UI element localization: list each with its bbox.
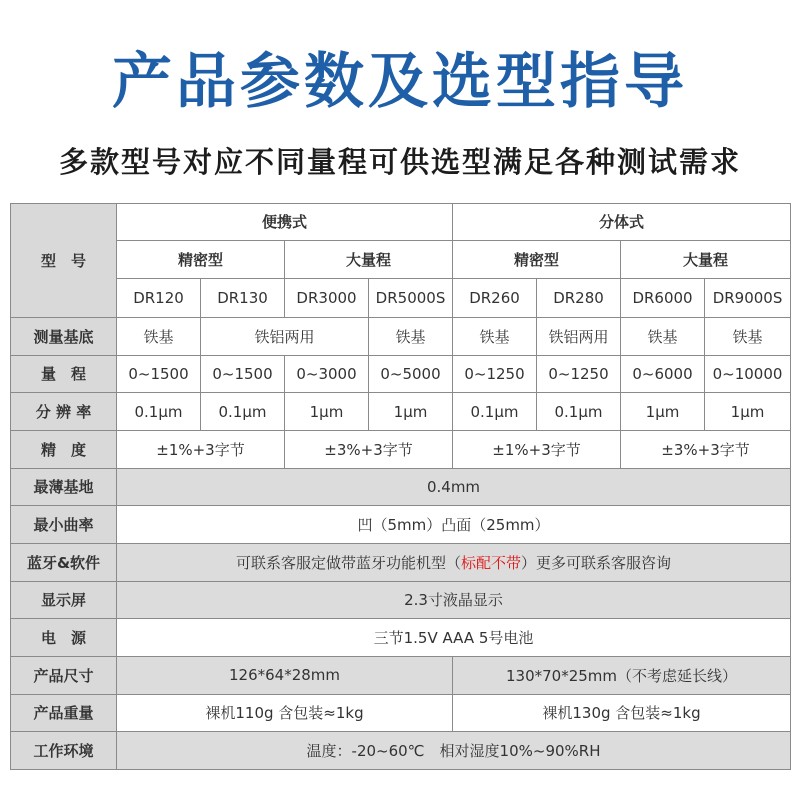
accuracy-portable-large: ±3%+3字节 (285, 430, 453, 468)
type-precision-portable: 精密型 (117, 240, 285, 279)
row-range (11, 355, 791, 393)
range-dr9000s: 0~10000 (705, 355, 791, 393)
range-dr130: 0~1500 (201, 355, 285, 393)
base-dr5000s: 铁基 (369, 317, 453, 355)
resolution-dr6000: 1μm (621, 393, 705, 431)
row-environment (11, 732, 791, 770)
category-split: 分体式 (453, 204, 791, 241)
accuracy-split-large: ±3%+3字节 (621, 430, 791, 468)
base-label: 测量基底 (11, 317, 117, 355)
base-dr130-dr3000: 铁铝两用 (201, 317, 369, 355)
bluetooth-highlight: 标配不带 (461, 553, 522, 572)
weight-split: 裸机130g 含包装≈1kg (453, 694, 791, 732)
page-title: 产品参数及选型指导 (112, 47, 688, 117)
type-precision-split: 精密型 (453, 240, 621, 279)
range-dr6000: 0~6000 (621, 355, 705, 393)
size-portable: 126*64*28mm (117, 656, 453, 694)
accuracy-label: 精 度 (11, 430, 117, 468)
min-base-value: 0.4mm (117, 468, 791, 506)
model-dr130: DR130 (201, 279, 285, 318)
model-dr280: DR280 (537, 279, 621, 318)
accuracy-split-precision: ±1%+3字节 (453, 430, 621, 468)
base-dr9000s: 铁基 (705, 317, 791, 355)
base-dr280: 铁铝两用 (537, 317, 621, 355)
spec-table (10, 203, 791, 770)
bluetooth-suffix: ）更多可联系客服咨询 (521, 553, 672, 572)
power-label: 电 源 (11, 619, 117, 657)
row-min-base (11, 468, 791, 506)
row-base (11, 317, 791, 355)
row-bluetooth (11, 543, 791, 581)
environment-value: 温度：-20~60℃ 相对湿度10%~90%RH (117, 732, 791, 770)
resolution-dr5000s: 1μm (369, 393, 453, 431)
type-large-split: 大量程 (621, 240, 791, 279)
resolution-dr3000: 1μm (285, 393, 369, 431)
row-size (11, 656, 791, 694)
header-row-type (11, 240, 791, 279)
range-dr280: 0~1250 (537, 355, 621, 393)
weight-portable: 裸机110g 含包装≈1kg (117, 694, 453, 732)
header-row-models (11, 279, 791, 318)
range-dr260: 0~1250 (453, 355, 537, 393)
display-value: 2.3寸液晶显示 (117, 581, 791, 619)
model-dr120: DR120 (117, 279, 201, 318)
model-dr260: DR260 (453, 279, 537, 318)
bluetooth-prefix: 可联系客服定做带蓝牙功能机型（ (235, 553, 461, 572)
size-label: 产品尺寸 (11, 656, 117, 694)
min-curvature-value: 凹（5mm）凸面（25mm） (117, 506, 791, 544)
row-power (11, 619, 791, 657)
weight-label: 产品重量 (11, 694, 117, 732)
row-resolution (11, 393, 791, 431)
bluetooth-label: 蓝牙&软件 (11, 543, 117, 581)
category-portable: 便携式 (117, 204, 453, 241)
model-dr6000: DR6000 (621, 279, 705, 318)
resolution-dr260: 0.1μm (453, 393, 537, 431)
row-weight (11, 694, 791, 732)
range-dr3000: 0~3000 (285, 355, 369, 393)
accuracy-portable-precision: ±1%+3字节 (117, 430, 285, 468)
resolution-dr9000s: 1μm (705, 393, 791, 431)
base-dr6000: 铁基 (621, 317, 705, 355)
base-dr260: 铁基 (453, 317, 537, 355)
header-row-category (11, 204, 791, 241)
power-value: 三节1.5V AAA 5号电池 (117, 619, 791, 657)
resolution-label: 分 辨 率 (11, 393, 117, 431)
resolution-dr280: 0.1μm (537, 393, 621, 431)
type-large-portable: 大量程 (285, 240, 453, 279)
model-label: 型 号 (11, 204, 117, 318)
resolution-dr120: 0.1μm (117, 393, 201, 431)
range-dr120: 0~1500 (117, 355, 201, 393)
bluetooth-value (117, 543, 791, 581)
page-subtitle: 多款型号对应不同量程可供选型满足各种测试需求 (58, 145, 741, 179)
row-display (11, 581, 791, 619)
size-split: 130*70*25mm（不考虑延长线） (453, 656, 791, 694)
model-dr3000: DR3000 (285, 279, 369, 318)
min-base-label: 最薄基地 (11, 468, 117, 506)
range-dr5000s: 0~5000 (369, 355, 453, 393)
environment-label: 工作环境 (11, 732, 117, 770)
row-accuracy (11, 430, 791, 468)
range-label: 量 程 (11, 355, 117, 393)
min-curvature-label: 最小曲率 (11, 506, 117, 544)
row-min-curvature (11, 506, 791, 544)
resolution-dr130: 0.1μm (201, 393, 285, 431)
base-dr120: 铁基 (117, 317, 201, 355)
model-dr5000s: DR5000S (369, 279, 453, 318)
display-label: 显示屏 (11, 581, 117, 619)
model-dr9000s: DR9000S (705, 279, 791, 318)
